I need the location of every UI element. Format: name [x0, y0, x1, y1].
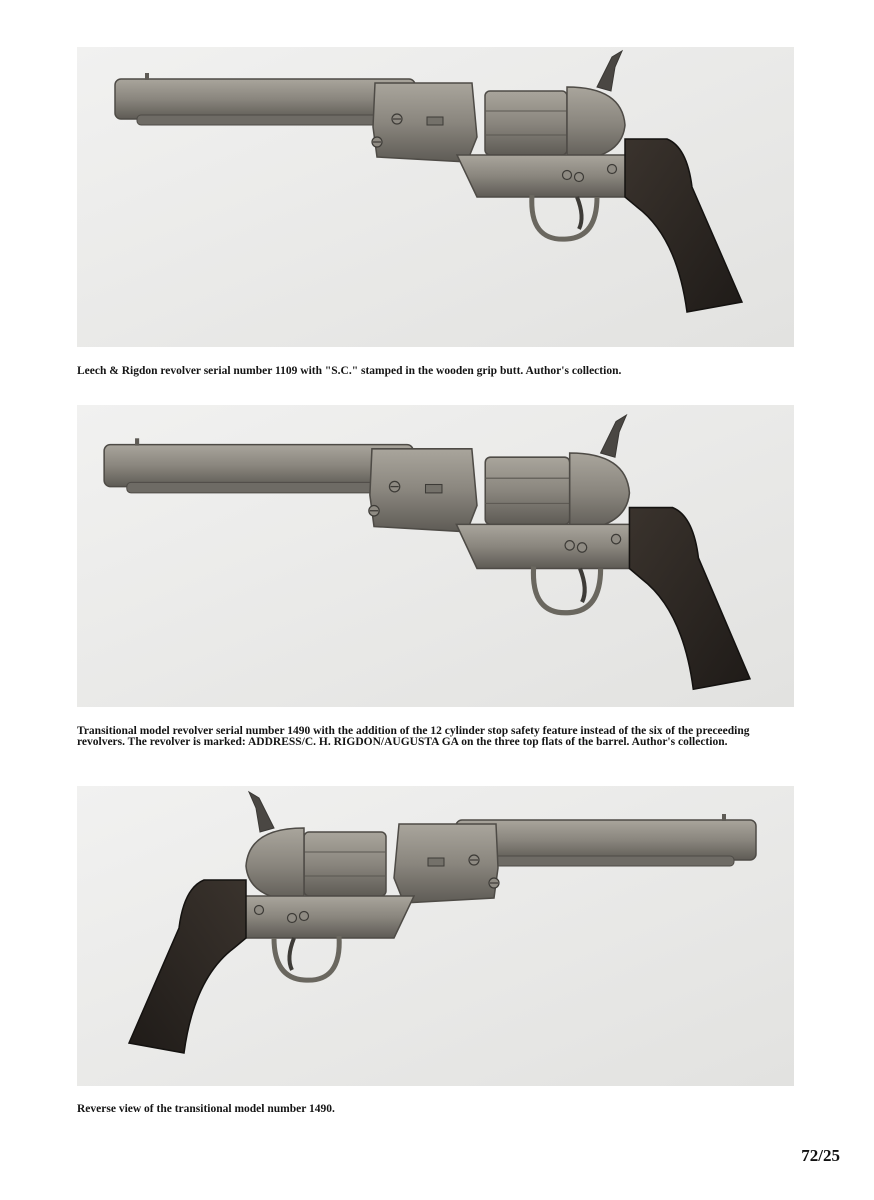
revolver-photo-1490 [77, 405, 794, 707]
page-number: 72/25 [801, 1146, 840, 1165]
figure-caption-1: Leech & Rigdon revolver serial number 1109 with "S.C." stamped in the wooden grip butt. Author's collection. [77, 365, 622, 377]
figure-caption-2: Transitional model revolver serial number 1490 with the addition of the 12 cylinder stop safety feature instead of the six of the preceeding revolvers. The revolver is marked: ADDRESS/C. H. RIGDON/AUGUSTA GA on the three top flats of the barrel. Author's collection. [77, 725, 750, 748]
revolver-photo-1109 [77, 47, 794, 347]
revolver-photo-1490-reverse [77, 786, 794, 1086]
figure-caption-3: Reverse view of the transitional model number 1490. [77, 1103, 335, 1115]
